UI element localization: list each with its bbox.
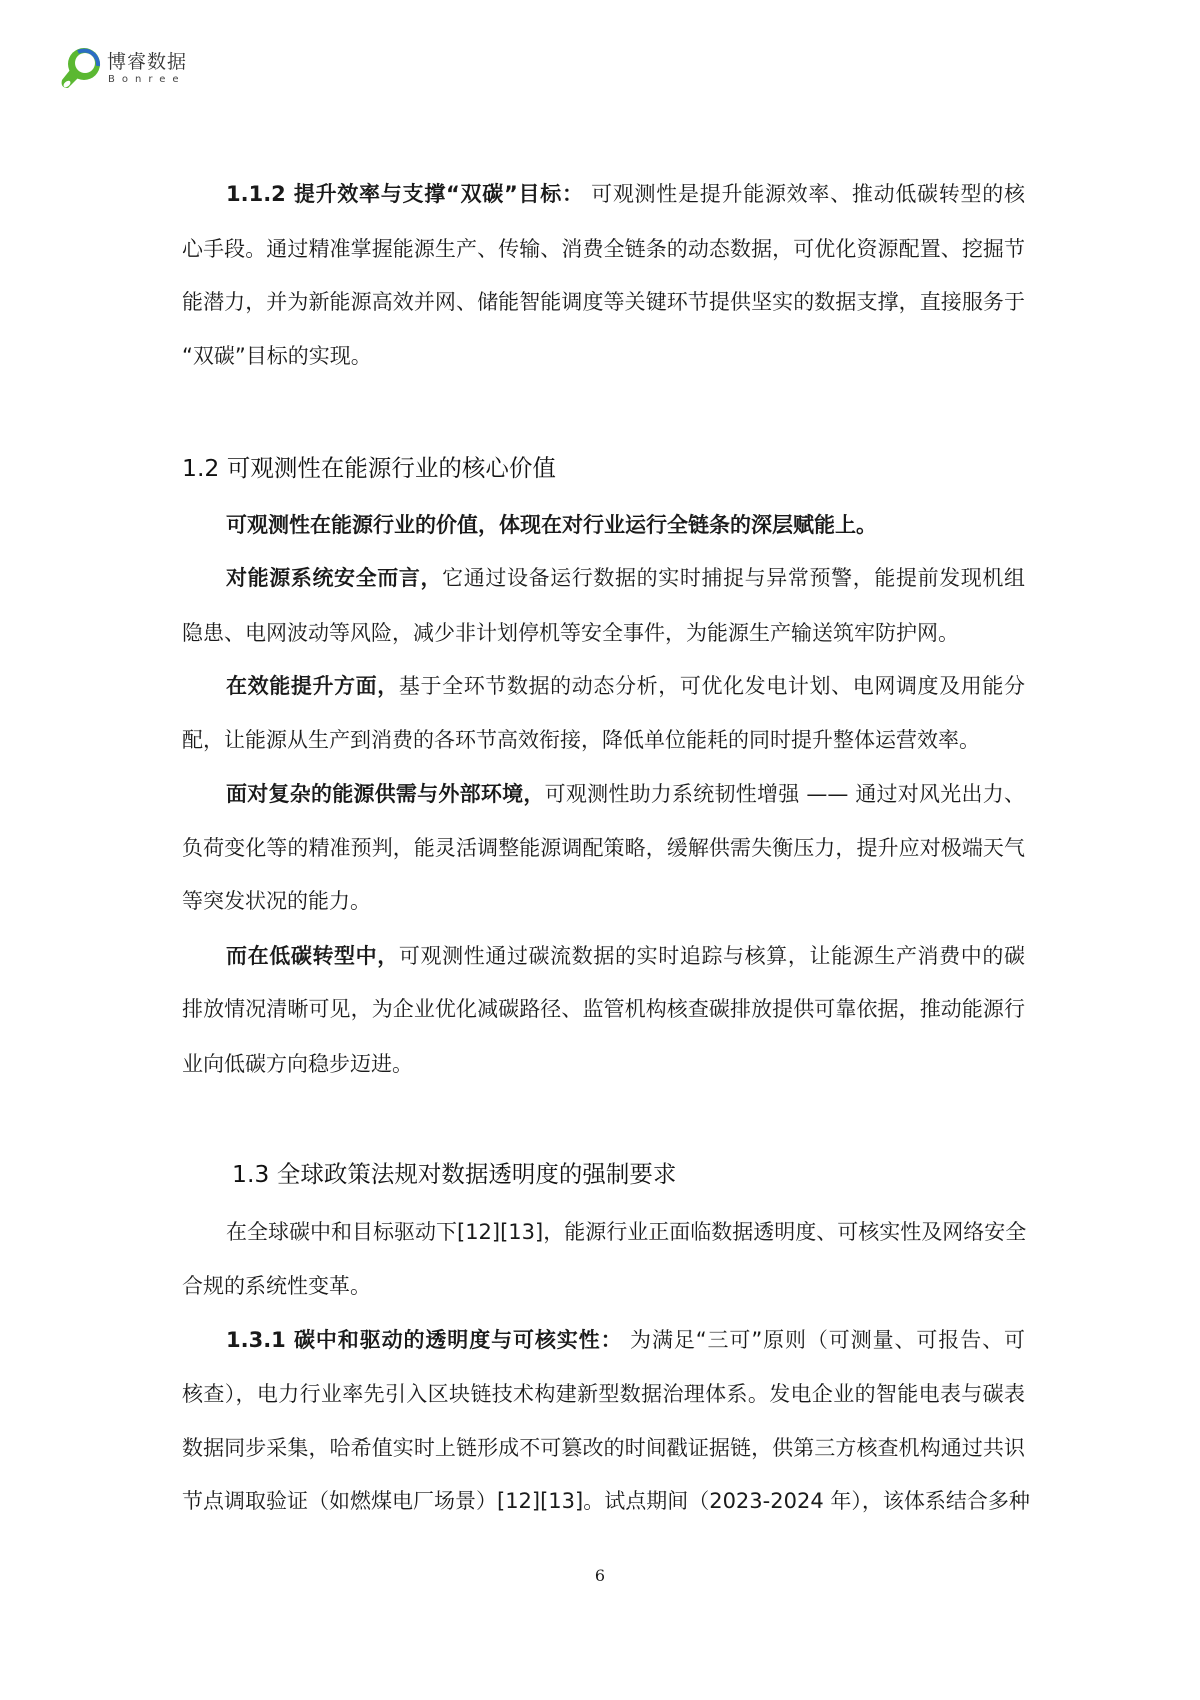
- body-text: 它通过设备运行数据的实时捕捉与异常预警，能提前发现机组: [442, 566, 1026, 590]
- paragraph-line: [182, 618, 1025, 648]
- paragraph-line: [226, 941, 1025, 971]
- bold-lead-text: 1.1.2 提升效率与支撑“双碳”目标：: [226, 182, 584, 206]
- paragraph-line: [182, 833, 1025, 863]
- section-heading: 1.2 可观测性在能源行业的核心价值: [182, 454, 556, 482]
- paragraph-line: [182, 234, 1025, 264]
- logo-icon: [58, 44, 106, 92]
- body-text: 配，让能源从生产到消费的各环节高效衔接，降低单位能耗的同时提升整体运营效率。: [182, 728, 980, 752]
- paragraph-line: [226, 563, 1025, 593]
- body-text: 隐患、电网波动等风险，减少非计划停机等安全事件，为能源生产输送筑牢防护网。: [182, 621, 959, 645]
- bold-lead-text: 1.3.1 碳中和驱动的透明度与可核实性：: [226, 1328, 623, 1352]
- paragraph-line: [182, 287, 1025, 317]
- paragraph-line: [182, 1271, 1025, 1301]
- body-text: 排放情况清晰可见，为企业优化减碳路径、监管机构核查碳排放提供可靠依据，推动能源行: [182, 997, 1025, 1021]
- body-text: “双碳”目标的实现。: [182, 344, 372, 368]
- bold-lead-text: 面对复杂的能源供需与外部环境，: [226, 782, 545, 806]
- body-text: 可观测性是提升能源效率、推动低碳转型的核: [583, 182, 1025, 206]
- paragraph-line: [226, 510, 1025, 540]
- bold-lead-text: 对能源系统安全而言，: [226, 566, 443, 590]
- body-text: 基于全环节数据的动态分析，可优化发电计划、电网调度及用能分: [398, 674, 1025, 698]
- body-text: 节点调取验证（如燃煤电厂场景）[12][13]。试点期间（2023-2024 年），该体系结合多种: [182, 1489, 1030, 1513]
- section-heading: 1.3 全球政策法规对数据透明度的强制要求: [232, 1160, 677, 1188]
- body-text: 数据同步采集，哈希值实时上链形成不可篡改的时间戳证据链，供第三方核查机构通过共识: [182, 1436, 1025, 1460]
- body-text: 能潜力，并为新能源高效并网、储能智能调度等关键环节提供坚实的数据支撑，直接服务于: [182, 290, 1025, 314]
- company-logo: [58, 44, 208, 96]
- paragraph-line: [226, 1217, 1025, 1247]
- paragraph-line: [182, 725, 1025, 755]
- logo-text: 博睿数据: [107, 51, 188, 73]
- logo-subtext: Bonree: [108, 74, 186, 85]
- body-text: 合规的系统性变革。: [182, 1274, 371, 1298]
- body-text: 为满足“三可”原则（可测量、可报告、可: [622, 1328, 1025, 1352]
- paragraph-line: [182, 994, 1025, 1024]
- paragraph-line: [226, 779, 1025, 809]
- bold-lead-text: 在效能提升方面，: [226, 674, 399, 698]
- paragraph-line: [182, 1049, 1025, 1079]
- body-text: 心手段。通过精准掌握能源生产、传输、消费全链条的动态数据，可优化资源配置、挖掘节: [182, 237, 1025, 261]
- body-text: 等突发状况的能力。: [182, 889, 371, 913]
- body-text: 负荷变化等的精准预判，能灵活调整能源调配策略，缓解供需失衡压力，提升应对极端天气: [182, 836, 1025, 860]
- bold-lead-text: 而在低碳转型中，: [226, 944, 399, 968]
- body-text: 可观测性助力系统韧性增强 —— 通过对风光出力、: [544, 782, 1025, 806]
- paragraph-line: [226, 179, 1025, 209]
- paragraph-line: [182, 1433, 1025, 1463]
- paragraph-line: [182, 886, 1025, 916]
- bold-lead-text: 可观测性在能源行业的价值，体现在对行业运行全链条的深层赋能上。: [226, 513, 877, 537]
- body-text: 核查），电力行业率先引入区块链技术构建新型数据治理体系。发电企业的智能电表与碳表: [182, 1382, 1025, 1406]
- paragraph-line: [226, 671, 1025, 701]
- body-text: 可观测性通过碳流数据的实时追踪与核算，让能源生产消费中的碳: [398, 944, 1025, 968]
- paragraph-line: [182, 1379, 1025, 1409]
- page-number: 6: [594, 1566, 606, 1585]
- body-text: 业向低碳方向稳步迈进。: [182, 1052, 413, 1076]
- paragraph-line: [182, 1486, 1030, 1516]
- paragraph-line: [226, 1325, 1025, 1355]
- paragraph-line: [182, 341, 1025, 371]
- body-text: 在全球碳中和目标驱动下[12][13]，能源行业正面临数据透明度、可核实性及网络安全: [226, 1220, 1027, 1244]
